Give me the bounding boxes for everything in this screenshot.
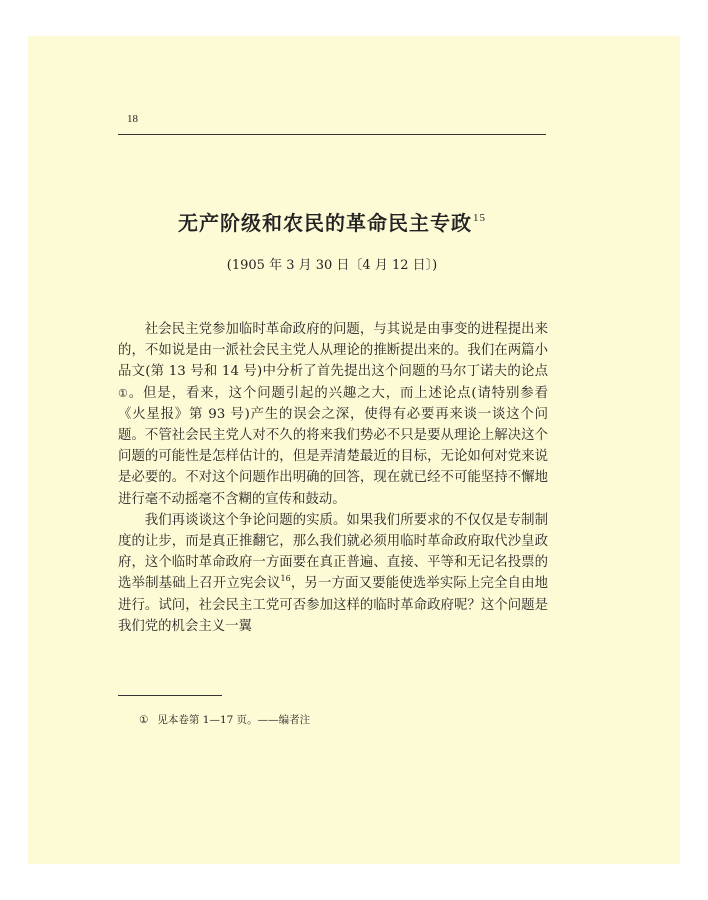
paragraph-2 [118,510,548,637]
paragraph-2-part-2: ，另一方面又要能使选举实际上完全自由地进行。试问，社会民主工党可否参加这样的临时革命政府呢？这个问题是我们党的机会主义一翼 [118,576,549,634]
date-line: (1905 年 3 月 30 日〔4 月 12 日〕) [226,258,438,273]
footnote-marker: ① [139,714,149,726]
paragraph-1 [118,319,548,510]
page-number: 18 [127,113,138,125]
paragraph-1-part-1: 社会民主党参加临时革命政府的问题，与其说是由事变的进程提出来的，不如说是由一派社会民主党人从理论的推断提出来的。我们在两篇小品文(第 13 号和 14 号)中分析了首先提出这个问题的马尔丁诺夫的论点 [118,322,548,380]
body-text [118,319,548,637]
article-title-text: 无产阶级和农民的革命民主专政 [178,211,472,235]
article-title [118,207,546,236]
footnote [139,712,310,727]
footnote-ref-1: ① [118,386,129,400]
note-ref-16: 16 [280,574,291,584]
running-header [118,112,546,135]
title-note-ref: 15 [473,212,486,224]
footnote-text: 见本卷第 1—17 页。——编者注 [157,714,311,726]
paragraph-2-part-1: 我们再谈谈这个争论问题的实质。如果我们所要求的不仅仅是专制制度的让步，而是真正推翻它，那么我们就必须用临时革命政府取代沙皇政府，这个临时革命政府一方面要在真正普遍、直接、平等和无记名投票的选举制基础上召开立宪会议 [118,512,548,592]
footnote-divider [118,695,222,696]
paragraph-1-part-2: 。但是，看来，这个问题引起的兴趣之大，而上述论点(请特别参看《火星报》第 93 号)产生的误会之深，使得有必要再来谈一谈这个问题。不管社会民主党人对不久的将来我们势必不只是要从理论上解决这个问题的可能性是怎样估计的，但是弄清楚最近的目标，无论如何对党来说是必要的。不对这个问题作出明确的回答，现在就已经不可能坚持不懈地进行毫不动摇毫不含糊的宣传和鼓动。 [118,385,548,507]
